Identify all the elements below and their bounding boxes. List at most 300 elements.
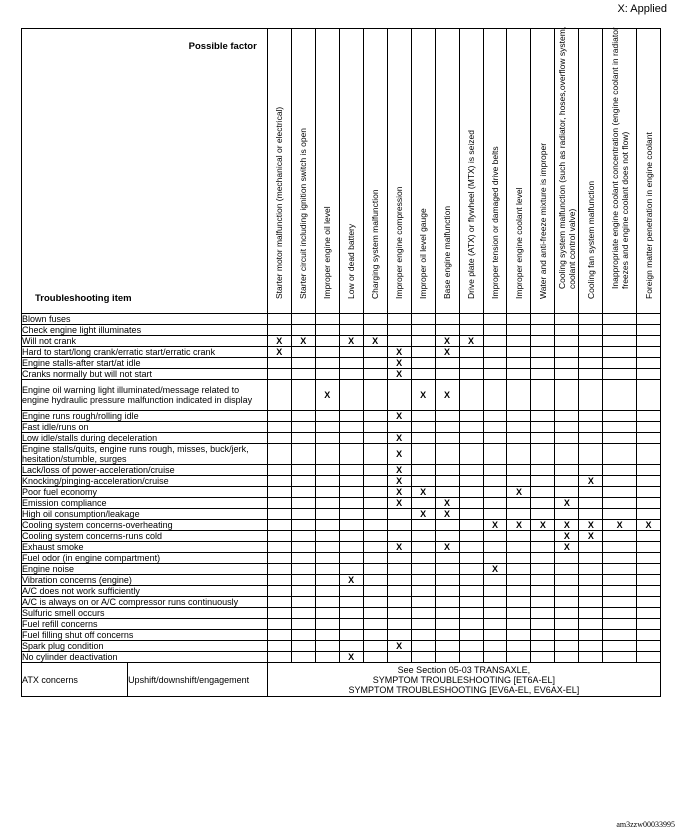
factor-cell (483, 411, 507, 422)
factor-cell (267, 531, 291, 542)
factor-cell (315, 347, 339, 358)
factor-label: Cooling system malfunction (such as radiator, hoses,overflow system, coolant control valve) (556, 26, 577, 289)
factor-cell (315, 531, 339, 542)
factor-cell (363, 531, 387, 542)
factor-cell (291, 358, 315, 369)
factor-cell (363, 619, 387, 630)
applied-mark: X (276, 347, 283, 357)
factor-cell (267, 641, 291, 652)
factor-cell (459, 347, 483, 358)
factor-cell (483, 586, 507, 597)
factor-cell (363, 347, 387, 358)
factor-cell (315, 608, 339, 619)
table-row (22, 325, 661, 336)
factor-cell (435, 422, 459, 433)
factor-cell (579, 433, 603, 444)
factor-cell (459, 380, 483, 411)
factor-cell (603, 652, 637, 663)
factor-cell (267, 380, 291, 411)
factor-cell (291, 520, 315, 531)
factor-cell (637, 314, 661, 325)
factor-cell (339, 564, 363, 575)
factor-cell (531, 422, 555, 433)
table-row (22, 619, 661, 630)
applied-mark: X (563, 498, 570, 508)
factor-cell (411, 586, 435, 597)
factor-cell (291, 347, 315, 358)
factor-cell (507, 553, 531, 564)
factor-cell (555, 575, 579, 586)
factor-label: Improper engine coolant level (513, 187, 524, 299)
factor-cell (555, 422, 579, 433)
factor-cell (339, 553, 363, 564)
factor-cell (459, 641, 483, 652)
applied-mark: X (491, 564, 498, 574)
factor-cell (411, 369, 435, 380)
factor-cell (339, 641, 363, 652)
factor-cell (507, 433, 531, 444)
factor-cell (603, 476, 637, 487)
factor-cell (291, 325, 315, 336)
applied-mark: X (587, 476, 594, 486)
factor-cell (411, 433, 435, 444)
factor-cell (339, 476, 363, 487)
factor-cell (507, 630, 531, 641)
factor-cell (363, 411, 387, 422)
factor-header (483, 29, 507, 314)
factor-cell (459, 411, 483, 422)
factor-cell (579, 380, 603, 411)
applied-mark: X (396, 411, 403, 421)
atx-reference-note (267, 663, 660, 697)
applied-mark: X (396, 465, 403, 475)
atx-item: ATX concerns (22, 663, 128, 697)
factor-cell (435, 369, 459, 380)
factor-cell (531, 564, 555, 575)
applied-mark: X (396, 449, 403, 459)
factor-cell (637, 597, 661, 608)
troubleshooting-item: A/C does not work sufficiently (22, 586, 268, 597)
troubleshooting-item: Engine runs rough/rolling idle (22, 411, 268, 422)
factor-cell (579, 531, 603, 542)
factor-cell (555, 498, 579, 509)
factor-cell (507, 564, 531, 575)
factor-cell (483, 498, 507, 509)
factor-cell (435, 619, 459, 630)
factor-cell (363, 553, 387, 564)
factor-cell (637, 433, 661, 444)
factor-cell (291, 630, 315, 641)
factor-cell (483, 630, 507, 641)
factor-header (507, 29, 531, 314)
factor-cell (315, 564, 339, 575)
factor-cell (363, 369, 387, 380)
factor-header (363, 29, 387, 314)
table-row (22, 553, 661, 564)
factor-cell (339, 325, 363, 336)
table-row (22, 575, 661, 586)
factor-cell (637, 411, 661, 422)
applied-mark: X (444, 498, 451, 508)
factor-cell (291, 336, 315, 347)
factor-cell (411, 476, 435, 487)
factor-cell (363, 542, 387, 553)
applied-mark: X (468, 336, 475, 346)
applied-mark: X (539, 520, 546, 530)
factor-cell (339, 586, 363, 597)
factor-cell (291, 575, 315, 586)
factor-cell (315, 575, 339, 586)
factor-cell (531, 597, 555, 608)
factor-cell (483, 553, 507, 564)
factor-cell (507, 422, 531, 433)
troubleshooting-item: Emission compliance (22, 498, 268, 509)
factor-cell (363, 575, 387, 586)
table-row (22, 465, 661, 476)
applied-mark: X (324, 390, 331, 400)
factor-cell (435, 498, 459, 509)
factor-cell (315, 411, 339, 422)
applied-mark: X (616, 520, 623, 530)
factor-cell (531, 369, 555, 380)
factor-cell (531, 433, 555, 444)
factor-cell (555, 325, 579, 336)
factor-header (315, 29, 339, 314)
factor-cell (531, 314, 555, 325)
factor-header (411, 29, 435, 314)
factor-cell (531, 619, 555, 630)
factor-cell (291, 498, 315, 509)
factor-cell (411, 520, 435, 531)
troubleshooting-item: Spark plug condition (22, 641, 268, 652)
factor-cell (315, 498, 339, 509)
factor-cell (603, 433, 637, 444)
factor-cell (315, 369, 339, 380)
factor-cell (387, 564, 411, 575)
image-code: am3zzw00033995 (616, 820, 675, 829)
troubleshooting-item: Lack/loss of power-acceleration/cruise (22, 465, 268, 476)
factor-label: Improper engine compression (394, 186, 405, 299)
factor-cell (435, 314, 459, 325)
factor-cell (291, 597, 315, 608)
factor-cell (387, 358, 411, 369)
factor-cell (339, 498, 363, 509)
factor-cell (411, 336, 435, 347)
factor-cell (579, 498, 603, 509)
factor-cell (603, 314, 637, 325)
troubleshooting-item: Hard to start/long crank/erratic start/erratic crank (22, 347, 268, 358)
factor-cell (483, 652, 507, 663)
factor-cell (411, 509, 435, 520)
troubleshooting-item: Engine stalls/quits, engine runs rough, misses, buck/jerk, hesitation/stumble, surges (22, 444, 268, 465)
factor-cell (315, 325, 339, 336)
factor-cell (411, 314, 435, 325)
factor-cell (531, 465, 555, 476)
factor-cell (507, 597, 531, 608)
applied-mark: X (645, 520, 652, 530)
troubleshooting-item: Sulfuric smell occurs (22, 608, 268, 619)
factor-cell (483, 597, 507, 608)
legend: X: Applied (617, 3, 667, 15)
factor-cell (291, 380, 315, 411)
factor-label: Improper engine oil level (322, 206, 333, 299)
factor-cell (637, 542, 661, 553)
applied-mark: X (396, 369, 403, 379)
factor-cell (435, 575, 459, 586)
table-row (22, 487, 661, 498)
factor-cell (435, 347, 459, 358)
factor-cell (363, 509, 387, 520)
factor-cell (637, 336, 661, 347)
applied-mark: X (420, 487, 427, 497)
applied-mark: X (563, 520, 570, 530)
factor-cell (579, 630, 603, 641)
table-row (22, 630, 661, 641)
factor-cell (267, 336, 291, 347)
factor-cell (339, 369, 363, 380)
factor-cell (483, 641, 507, 652)
factor-cell (637, 641, 661, 652)
factor-cell (339, 575, 363, 586)
factor-cell (387, 531, 411, 542)
factor-cell (435, 608, 459, 619)
table-row (22, 347, 661, 358)
troubleshooting-item: Cooling system concerns-overheating (22, 520, 268, 531)
factor-cell (411, 444, 435, 465)
factor-cell (637, 358, 661, 369)
factor-cell (579, 314, 603, 325)
factor-cell (637, 586, 661, 597)
factor-cell (459, 498, 483, 509)
factor-cell (387, 411, 411, 422)
troubleshooting-item: No cylinder deactivation (22, 652, 268, 663)
factor-cell (291, 444, 315, 465)
factor-cell (579, 347, 603, 358)
applied-mark: X (396, 487, 403, 497)
factor-cell (363, 630, 387, 641)
applied-mark: X (444, 542, 451, 552)
factor-cell (435, 411, 459, 422)
factor-cell (507, 444, 531, 465)
factor-cell (435, 336, 459, 347)
table-row (22, 369, 661, 380)
factor-cell (603, 542, 637, 553)
factor-cell (315, 553, 339, 564)
factor-cell (603, 444, 637, 465)
troubleshooting-item: Engine oil warning light illuminated/message related to engine hydraulic pressure malfunction indicated in display (22, 380, 268, 411)
factor-cell (531, 641, 555, 652)
factor-cell (637, 422, 661, 433)
factor-cell (267, 369, 291, 380)
factor-cell (435, 465, 459, 476)
factor-cell (531, 520, 555, 531)
factor-cell (459, 597, 483, 608)
factor-cell (387, 542, 411, 553)
factor-cell (603, 608, 637, 619)
factor-cell (387, 465, 411, 476)
factor-cell (291, 641, 315, 652)
factor-cell (387, 444, 411, 465)
factor-cell (411, 358, 435, 369)
factor-cell (315, 433, 339, 444)
factor-cell (555, 509, 579, 520)
factor-cell (507, 520, 531, 531)
factor-cell (507, 465, 531, 476)
factor-cell (459, 433, 483, 444)
factor-cell (411, 641, 435, 652)
factor-cell (435, 444, 459, 465)
factor-cell (435, 476, 459, 487)
factor-cell (531, 608, 555, 619)
factor-cell (435, 487, 459, 498)
factor-header (459, 29, 483, 314)
factor-cell (603, 487, 637, 498)
factor-cell (579, 608, 603, 619)
troubleshooting-item-label: Troubleshooting item (35, 293, 132, 304)
factor-cell (507, 575, 531, 586)
applied-mark: X (396, 347, 403, 357)
troubleshooting-item: Knocking/pinging-acceleration/cruise (22, 476, 268, 487)
factor-cell (507, 476, 531, 487)
factor-cell (579, 336, 603, 347)
factor-cell (459, 369, 483, 380)
factor-label: Starter motor malfunction (mechanical or electrical) (274, 106, 285, 299)
factor-cell (435, 586, 459, 597)
factor-cell (507, 586, 531, 597)
troubleshooting-item: Engine noise (22, 564, 268, 575)
factor-cell (339, 531, 363, 542)
factor-cell (387, 608, 411, 619)
factor-cell (435, 433, 459, 444)
factor-cell (531, 476, 555, 487)
factor-label: Water and anti-freeze mixture is improper (537, 142, 548, 299)
factor-cell (555, 586, 579, 597)
factor-cell (411, 575, 435, 586)
factor-cell (483, 476, 507, 487)
factor-cell (637, 652, 661, 663)
factor-cell (555, 476, 579, 487)
factor-cell (315, 487, 339, 498)
factor-cell (267, 586, 291, 597)
factor-cell (387, 509, 411, 520)
factor-cell (555, 369, 579, 380)
factor-cell (459, 509, 483, 520)
factor-label: Base engine malfunction (442, 205, 453, 299)
factor-cell (387, 369, 411, 380)
factor-cell (339, 411, 363, 422)
factor-cell (603, 553, 637, 564)
applied-mark: X (396, 542, 403, 552)
factor-cell (555, 542, 579, 553)
applied-mark: X (420, 509, 427, 519)
factor-cell (411, 619, 435, 630)
factor-cell (555, 564, 579, 575)
factor-cell (315, 358, 339, 369)
factor-cell (579, 465, 603, 476)
factor-cell (531, 531, 555, 542)
factor-cell (387, 641, 411, 652)
factor-cell (579, 586, 603, 597)
possible-factor-label: Possible factor (188, 41, 257, 52)
factor-cell (363, 487, 387, 498)
applied-mark: X (300, 336, 307, 346)
applied-mark: X (444, 347, 451, 357)
factor-cell (387, 433, 411, 444)
factor-cell (339, 422, 363, 433)
factor-cell (603, 369, 637, 380)
factor-cell (315, 476, 339, 487)
table-row (22, 422, 661, 433)
factor-cell (387, 652, 411, 663)
factor-label: Foreign matter penetration in engine coolant (643, 132, 654, 299)
factor-header (435, 29, 459, 314)
factor-cell (483, 380, 507, 411)
factor-cell (555, 433, 579, 444)
factor-cell (579, 553, 603, 564)
factor-cell (387, 487, 411, 498)
factor-cell (363, 652, 387, 663)
factor-cell (603, 630, 637, 641)
factor-cell (387, 619, 411, 630)
table-row (22, 586, 661, 597)
factor-cell (411, 465, 435, 476)
factor-cell (267, 542, 291, 553)
factor-cell (555, 619, 579, 630)
factor-cell (291, 608, 315, 619)
factor-cell (579, 444, 603, 465)
factor-header (603, 29, 637, 314)
factor-cell (603, 498, 637, 509)
factor-cell (507, 608, 531, 619)
factor-header (291, 29, 315, 314)
factor-cell (483, 433, 507, 444)
factor-cell (507, 358, 531, 369)
factor-cell (387, 347, 411, 358)
factor-cell (459, 476, 483, 487)
applied-mark: X (444, 336, 451, 346)
factor-cell (507, 487, 531, 498)
troubleshooting-item: Engine stalls-after start/at idle (22, 358, 268, 369)
factor-cell (579, 411, 603, 422)
factor-cell (483, 575, 507, 586)
factor-cell (637, 487, 661, 498)
factor-cell (603, 422, 637, 433)
troubleshooting-item: Will not crank (22, 336, 268, 347)
factor-cell (603, 520, 637, 531)
factor-header (555, 26, 579, 314)
table-row (22, 531, 661, 542)
header-corner (22, 29, 268, 314)
factor-cell (603, 531, 637, 542)
factor-cell (459, 487, 483, 498)
factor-cell (507, 509, 531, 520)
factor-cell (435, 641, 459, 652)
factor-cell (315, 520, 339, 531)
troubleshooting-item: Low idle/stalls during deceleration (22, 433, 268, 444)
factor-cell (483, 422, 507, 433)
troubleshooting-item: Fuel odor (in engine compartment) (22, 553, 268, 564)
factor-cell (291, 465, 315, 476)
factor-cell (603, 347, 637, 358)
factor-cell (291, 553, 315, 564)
factor-cell (411, 630, 435, 641)
factor-cell (507, 314, 531, 325)
factor-cell (411, 564, 435, 575)
factor-cell (579, 422, 603, 433)
factor-cell (291, 509, 315, 520)
factor-cell (637, 608, 661, 619)
factor-cell (579, 509, 603, 520)
